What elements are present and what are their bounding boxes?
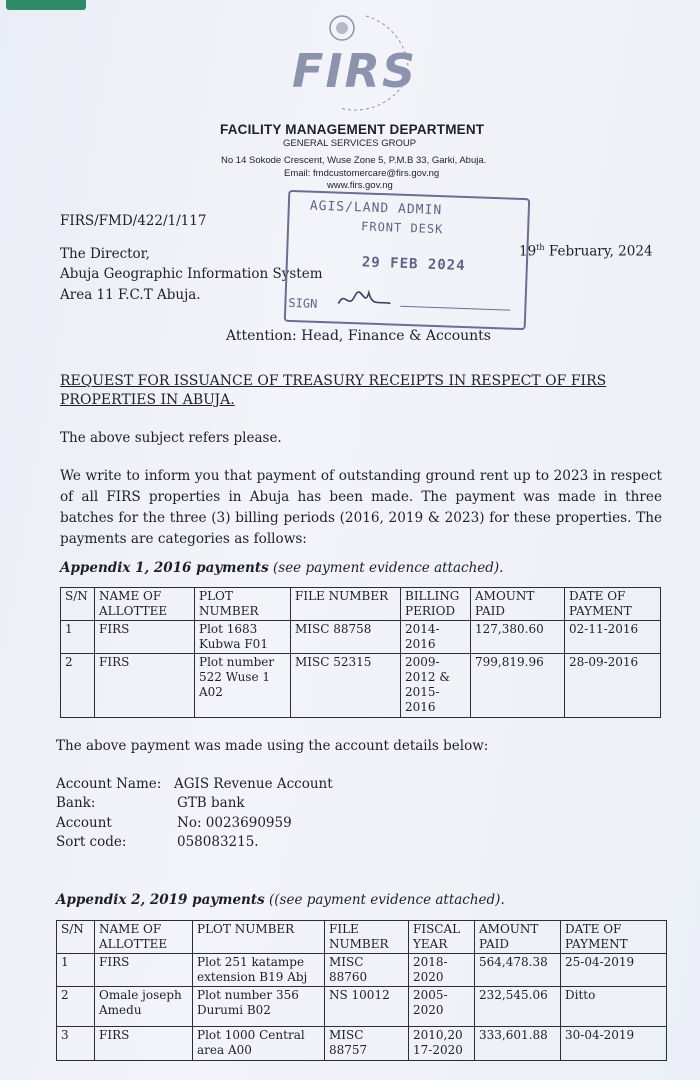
account-number-value: No: 0023690959 <box>177 815 292 831</box>
table-cell: 1 <box>61 621 95 654</box>
table-cell: 2005-2020 <box>409 987 475 1027</box>
table-header-row <box>61 588 661 621</box>
table-cell: MISC 52315 <box>291 654 401 718</box>
stamp-office: AGIS/LAND ADMIN <box>309 198 443 219</box>
body-paragraph: We write to inform you that payment of outstanding ground rent up to 2023 in respect of all FIRS properties in Abuja has been made. The payment was made in three batches for the three (3) billing periods (2016, 2019 & 2023) for these properties. The payments are categories as follows: <box>60 468 662 547</box>
letter-date <box>519 243 653 260</box>
table-row <box>57 987 667 1027</box>
table-cell: 127,380.60 <box>471 621 565 654</box>
header-cell: FILE NUMBER <box>291 588 401 621</box>
website-line: www.firs.gov.ng <box>327 180 393 191</box>
account-name-label: Account Name: <box>56 776 162 792</box>
header-cell: DATE OF PAYMENT <box>561 921 667 954</box>
table-cell: 564,478.38 <box>475 954 561 987</box>
appendix2-title <box>56 892 505 908</box>
table-cell: MISC 88757 <box>325 1027 409 1061</box>
table-cell: 2 <box>57 987 95 1027</box>
table-cell: Ditto <box>561 987 667 1027</box>
recipient-address: Area 11 F.C.T Abuja. <box>60 287 201 303</box>
header-cell: AMOUNT PAID <box>475 921 561 954</box>
table-cell: FIRS <box>95 954 193 987</box>
header-cell: FILE NUMBER <box>325 921 409 954</box>
recipient-org: Abuja Geographic Information System <box>60 266 323 282</box>
table-cell: 799,819.96 <box>471 654 565 718</box>
account-number-label: Account <box>56 815 112 831</box>
stamp-desk: FRONT DESK <box>360 219 444 237</box>
header-cell: NAME OF ALLOTTEE <box>95 921 193 954</box>
group-name: GENERAL SERVICES GROUP <box>283 138 417 149</box>
letter-subject: REQUEST FOR ISSUANCE OF TREASURY RECEIPTS IN RESPECT OF FIRS PROPERTIES IN ABUJA. <box>60 373 607 408</box>
table-cell: 25-04-2019 <box>561 954 667 987</box>
header-cell: S/N <box>61 588 95 621</box>
header-cell: PLOT NUMBER <box>193 921 325 954</box>
header-cell: FISCAL YEAR <box>409 921 475 954</box>
coat-of-arms-center <box>336 22 348 34</box>
appendix1-title <box>60 560 503 576</box>
table-cell: 333,601.88 <box>475 1027 561 1061</box>
department-title: FACILITY MANAGEMENT DEPARTMENT <box>220 122 485 137</box>
appendix2-title-bold: Appendix 2, 2019 payments <box>56 892 265 908</box>
table-cell: Plot 1000 Central area A00 <box>193 1027 325 1061</box>
account-name-value: AGIS Revenue Account <box>174 776 333 792</box>
signature-icon <box>334 286 395 314</box>
table-cell: Plot 1683 Kubwa F01 <box>195 621 291 654</box>
table-cell: 02-11-2016 <box>565 621 661 654</box>
table-cell: 2010,2017-2020 <box>409 1027 475 1061</box>
appendix1-title-bold: Appendix 1, 2016 payments <box>60 560 269 576</box>
sort-code-label: Sort code: <box>56 834 127 850</box>
table-cell: MISC 88760 <box>325 954 409 987</box>
email-line: Email: fmdcustomercare@firs.gov.ng <box>284 168 440 179</box>
table-cell: 2 <box>61 654 95 718</box>
table-cell: 28-09-2016 <box>565 654 661 718</box>
header-cell: NAME OF ALLOTTEE <box>95 588 195 621</box>
stamp-sign-label: SIGN <box>288 295 318 311</box>
reference-number: FIRS/FMD/422/1/117 <box>60 213 207 229</box>
header-cell: AMOUNT PAID <box>471 588 565 621</box>
account-intro: The above payment was made using the account details below: <box>56 738 489 754</box>
stamp-date: 29 FEB 2024 <box>361 254 466 275</box>
table-cell: FIRS <box>95 621 195 654</box>
table-cell: Omale joseph Amedu <box>95 987 193 1027</box>
sort-code-value: 058083215. <box>177 834 259 850</box>
table-header-row <box>57 921 667 954</box>
table-cell: MISC 88758 <box>291 621 401 654</box>
recipient-title: The Director, <box>60 246 150 262</box>
table-row <box>61 654 661 718</box>
firs-logo <box>280 6 430 116</box>
table-row <box>61 621 661 654</box>
opening-line: The above subject refers please. <box>60 430 282 446</box>
stamp-sign-line <box>400 306 510 311</box>
attention-line: Attention: Head, Finance & Accounts <box>226 328 491 344</box>
header-cell: BILLING PERIOD <box>401 588 471 621</box>
logo-wordmark: FIRS <box>292 44 418 98</box>
bank-value: GTB bank <box>177 795 245 811</box>
table-cell: 2018-2020 <box>409 954 475 987</box>
received-stamp <box>284 190 530 330</box>
table-cell: Plot number 522 Wuse 1 A02 <box>195 654 291 718</box>
table-cell: 232,545.06 <box>475 987 561 1027</box>
header-cell: DATE OF PAYMENT <box>565 588 661 621</box>
header-cell: PLOT NUMBER <box>195 588 291 621</box>
table-cell: 2014-2016 <box>401 621 471 654</box>
date-rest: February, 2024 <box>544 243 653 260</box>
header-cell: S/N <box>57 921 95 954</box>
table-cell: Plot number 356 Durumi B02 <box>193 987 325 1027</box>
appendix2-title-rest: ((see payment evidence attached). <box>264 892 505 908</box>
date-suffix: th <box>536 243 545 252</box>
appendix1-title-rest: (see payment evidence attached). <box>268 560 504 576</box>
table-row <box>57 954 667 987</box>
table-cell: FIRS <box>95 654 195 718</box>
table-cell: 3 <box>57 1027 95 1061</box>
table-cell: 30-04-2019 <box>561 1027 667 1061</box>
appendix1-table <box>60 587 661 718</box>
appendix2-table <box>56 920 667 1061</box>
green-tab <box>6 0 86 10</box>
date-day: 19 <box>519 243 537 260</box>
table-cell: 2009-2012 & 2015-2016 <box>401 654 471 718</box>
table-cell: Plot 251 katampe extension B19 Abj <box>193 954 325 987</box>
table-cell: NS 10012 <box>325 987 409 1027</box>
address-line: No 14 Sokode Crescent, Wuse Zone 5, P.M.B 33, Garki, Abuja. <box>221 155 487 166</box>
table-row <box>57 1027 667 1061</box>
bank-label: Bank: <box>56 795 96 811</box>
table-cell: 1 <box>57 954 95 987</box>
table-cell: FIRS <box>95 1027 193 1061</box>
